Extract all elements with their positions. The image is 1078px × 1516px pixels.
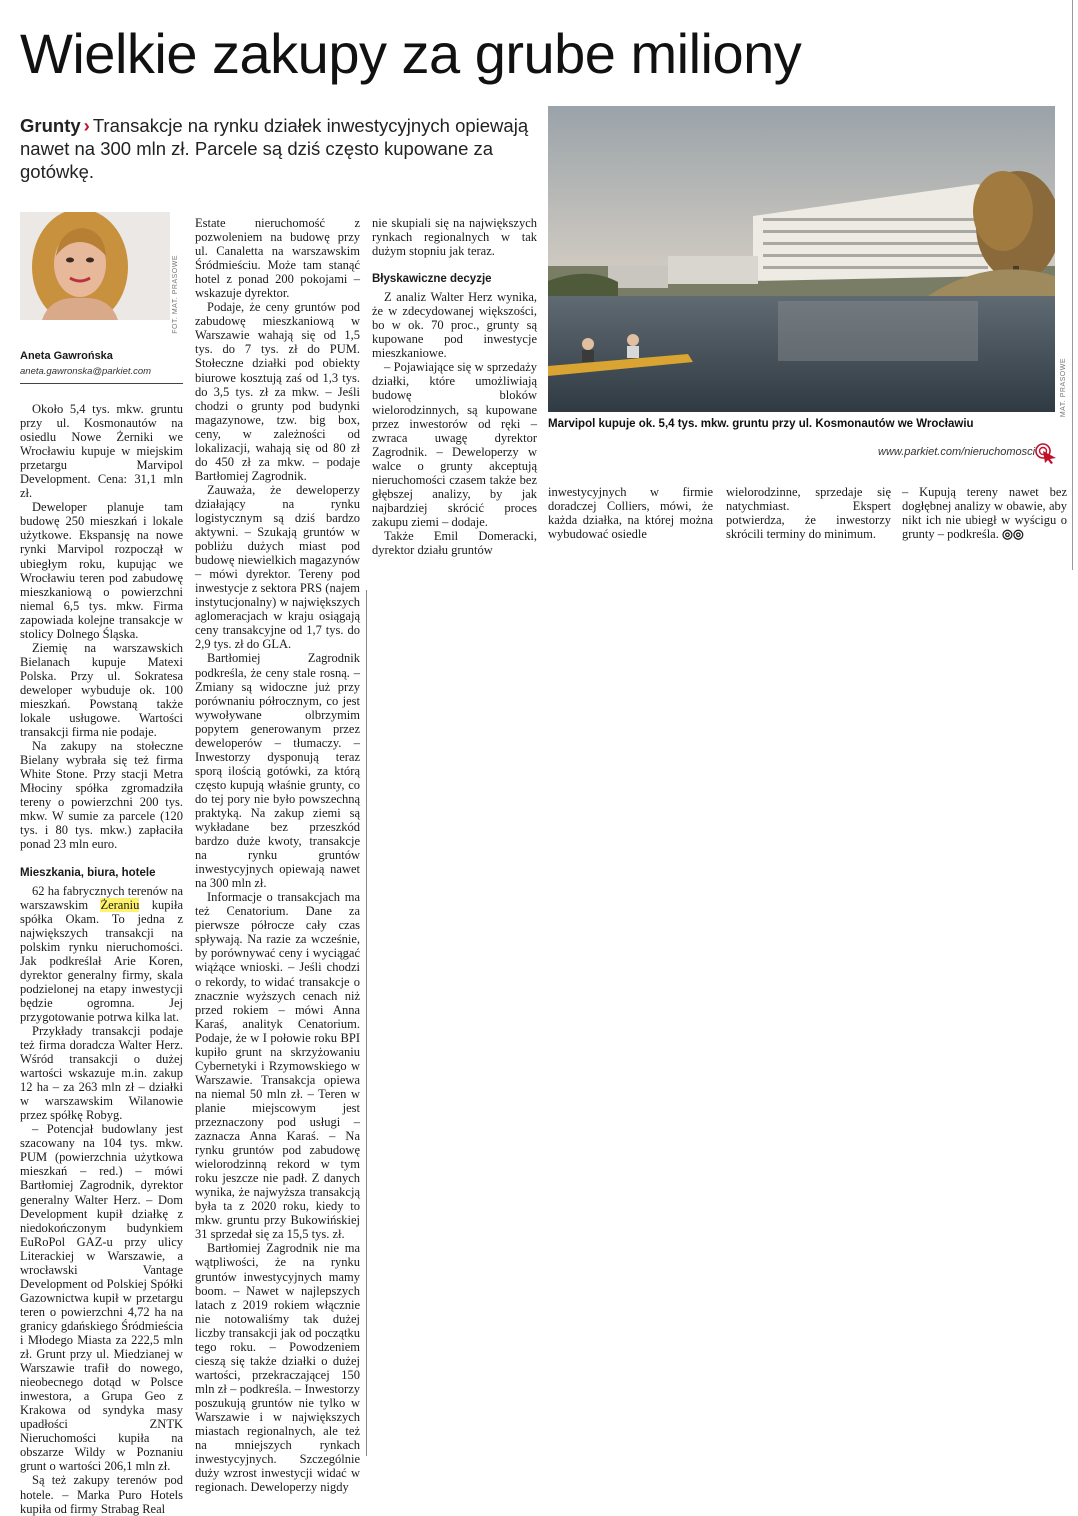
author-email[interactable]: aneta.gawronska@parkiet.com [20,366,152,377]
paragraph: Zauważa, że deweloperzy działający na rynku logistycznym są dziś bardzo aktywni. – Szukają gruntów w pobliżu dużych miast pod budowę niewielkich magazynów – mówi dyrektor. Tereny pod inwestycje z sektora PRS (najem instytucjonalny) w największych aglomeracjach w kraju osiągają ceny transakcyjne od 1,7 tys. do 2,9 tys. zł do GLA. [195,482,360,652]
cursor-click-icon [1034,442,1058,464]
subheading: Błyskawiczne decyzje [372,273,492,286]
paragraph: Także Emil Domeracki, dyrektor działu gruntów [372,528,537,557]
article-column-4 [548,485,713,541]
paragraph: nie skupiali się na największych rynkach regionalnych w tak dużym stopniu jak teraz. [372,216,537,259]
paragraph: Są też zakupy terenów pod hotele. – Marka Puro Hotels kupiła od firmy Strabag Real [20,1473,183,1516]
headline: Wielkie zakupy za grube miliony [20,22,802,85]
paragraph: Informacje o transakcjach ma też Cenatorium. Dane za pierwsze półrocze cały czas spływają. Na razie za wcześnie, by porównywać ceny i wyciągać wiążące wnioski. – Jeśli chodzi o rekordy, to widać transakcje o znacznie wyższych cenach niż przed rokiem – mówi Anna Karaś, analityk Cenatorium. Podaje, że w I połowie roku BPI kupiło grunt na skrzyżowaniu Cybernetyki i Rzymowskiego w Warszawie. Transakcja opiewa na niemal 50 mln zł. – Teren w planie miejscowym jest przeznaczony pod usługi – zaznacza Anna Karaś. – Na rynku gruntów pod zabudowę wielorodzinną rekord w tym roku jeszcze nie padł. Z danych wynika, że najwyższa transakcją była ta z 2020 roku, kiedy to mkw. gruntu przy Bukowińskiej 31 sprzedał się za 15,5 tys. zł. [195,890,360,1242]
author-photo-credit: FOT. MAT. PRASOWE [172,255,179,334]
paragraph-text: 62 ha fabrycznych terenów na warszawskim [20,883,183,912]
author-divider [20,383,183,384]
paragraph: Przykłady transakcji podaje też firma doradcza Walter Herz. Wśród transakcji o dużej wartości wskazuje m.in. zakup 12 ha – za 263 mln zł – działki w warszawskim Wilanowie przez spółkę Robyg. [20,1023,183,1123]
paragraph-text: kupiła spółka Okam. To jedna z największych transakcji na polskim rynku nieruchomości. Jak podkreślał Arie Koren, dyrektor generalny firmy, skala podzielonej na etapy inwestycji będzie ogromna. Jej przygotowanie potrwa kilka lat. [20,897,183,1024]
web-link-text[interactable]: www.parkiet.com/nieruchomosci [878,446,1036,458]
paragraph: Około 5,4 tys. mkw. gruntu przy ul. Kosmonautów na osiedlu Nowe Żerniki we Wrocławiu kupuje w miejskim przetargu Marvipol Development. Cena: 31,1 mln zł. [20,402,183,501]
paragraph: Bartłomiej Zagrodnik podkreśla, że ceny stale rosną. – Zmiany są widoczne już przy porównaniu półrocznym, co jest wywoływane olbrzymim popytem generowanym przez deweloperów – tłumaczy. – Inwestorzy dysponują teraz sporą ilością gotówki, za którą często kupują właśnie grunty, co do tej pory nie było powszechną praktyką. Na zakup ziemi są wykładane bez przeszkód bardzo duże kwoty, transakcje na rynku gruntów inwestycyjnych opiewają nawet na 300 mln zł. [195,651,360,891]
paragraph [902,485,1067,541]
page-edge-rule [1072,0,1073,570]
end-sign-icon: ◎◎ [1001,527,1024,542]
article-column-5 [726,485,891,541]
subheading: Mieszkania, biura, hotele [20,866,156,879]
paragraph [20,884,183,1024]
paragraph: inwestycyjnych w firmie doradczej Colliers, mówi, że każda działka, na której można wybudować osiedle [548,485,713,542]
paragraph-text: – Kupują tereny nawet bez dogłębnej analizy w obawie, aby nikt ich nie ubiegł w wyścigu o grunty – podkreśla. [902,485,1067,542]
paragraph: Z analiz Walter Herz wynika, że w zdecydowanej większości, bo w ok. 70 proc., grunty są kupowane pod inwestycje mieszkaniowe. [372,290,537,361]
author-name: Aneta Gawrońska [20,350,113,362]
lead-text: Transakcje na rynku działek inwestycyjnych opiewają nawet na 300 mln zł. Parcele są dziś często kupowane za gotówkę. [20,115,529,182]
paragraph: Ziemię na warszawskich Bielanach kupuje Matexi Polska. Przy ul. Sokratesa deweloper wybuduje ok. 100 mieszkań. Powstaną także lokale usługowe. Wartości transakcji firma nie podaje. [20,640,183,740]
article-photo [548,106,1055,412]
chevron-right-icon: › [83,115,90,136]
web-link[interactable] [878,446,1035,458]
article-column-2 [195,216,360,1494]
lead [20,114,540,183]
paragraph: Bartłomiej Zagrodnik nie ma wątpliwości, że na rynku gruntów inwestycyjnych mamy boom. – Nawet w najlepszych latach z 2019 rokiem włącznie nie notowaliśmy tak dużej liczby transakcji jak od początku tego roku. – Powodzeniem cieszą się także działki o dużej wartości, przekraczającej 150 mln zł – podkreśla. – Inwestorzy poszukują gruntów nie tylko w Warszawie i w największych miastach regionalnych, ale też na mniejszych rynkach inwestycyjnych. Szczególnie duży wzrost inwestycji widać w regionach. Deweloperzy nigdy [195,1241,360,1495]
author-photo [20,212,170,320]
article-column-6 [902,485,1067,541]
paragraph: wielorodzinne, sprzedaje się natychmiast. Ekspert potwierdza, że inwestorzy skrócili terminy do minimum. [726,485,891,542]
lead-section: Grunty [20,115,81,136]
article-column-1 [20,402,183,1516]
paragraph: – Potencjał budowlany jest szacowany na 104 tys. mkw. PUM (powierzchnia użytkowa mieszkań – red.) – mówi Bartłomiej Zagrodnik, dyrektor generalny Walter Herz. – Dom Development kupił działkę z niedokończonym budynkiem EuRoPol GAZ-u przy ulicy Literackiej w Warszawie, a wrocławski Vantage Development od Polskiej Spółki Gazownictwa kupił w przetargu teren o powierzchni 4,72 ha na granicy gdańskiego Śródmieścia i Młodego Miasta za 222,5 mln zł. Grunt przy ul. Miedzianej w Warszawie trafił do nowego, nieobecnego dotąd w Polsce inwestora, a Grupa Geo z Krakowa od syndyka masy upadłości ZNTK Nieruchomości kupiła na obszarze Wildy w Poznaniu grunt o wartości 206,1 mln zł. [20,1122,183,1474]
paragraph: Na zakupy na stołeczne Bielany wybrała się też firma White Stone. Przy stacji Metra Młociny spółka zgromadziła tereny o powierzchni 200 tys. mkw. W sumie za parcele (120 tys. i 80 tys. mkw.) zapłaciła ponad 23 mln euro. [20,739,183,852]
photo-caption: Marvipol kupuje ok. 5,4 tys. mkw. gruntu przy ul. Kosmonautów we Wrocławiu [548,418,974,430]
highlighted-text: Żeraniu [100,897,140,912]
column-divider [366,590,367,1456]
paragraph: Estate nieruchomość z pozwoleniem na budowę przy ul. Canaletta na warszawskim Śródmieściu. Może tam stanąć hotel z ponad 200 pokojami – wskazuje dyrektor. [195,216,360,301]
article-photo-credit: MAT. PRASOWE [1060,358,1067,418]
article-column-3 [372,216,537,557]
paragraph: – Pojawiające się w sprzedaży działki, które umożliwiają budowę bloków wielorodzinnych, są kupowane przez inwestorów od ręki – zwraca uwagę dyrektor Zagrodnik. – Deweloperzy w walce o grunty akceptują nieruchomości czasem także bez głębszej analizy, by jak najbardziej skrócić proces zakupu ziemi – dodaje. [372,360,537,529]
paragraph: Podaje, że ceny gruntów pod zabudowę mieszkaniową w Warszawie wahają się od 1,5 tys. do 7 tys. zł do PUM. Stołeczne działki pod obiekty biurowe kosztują zaś od 1,3 tys. do 3,5 tys. zł za mkw. – Jeśli chodzi o grunty pod budynki magazynowe, tzw. big box, ceny, w zależności od lokalizacji, wahają się od 80 zł do 450 zł za mkw. – podaje Bartłomiej Zagrodnik. [195,300,360,483]
paragraph: Deweloper planuje tam budowę 250 mieszkań i lokale użytkowe. Ekspansję na nowe rynki Marvipol rozpoczął w ubiegłym roku, kupując we Wrocławiu teren pod zabudowę mieszkaniową o powierzchni niemal 6,5 tys. mkw. Firma zapowiada kolejne transakcje w stolicy Dolnego Śląska. [20,500,183,641]
